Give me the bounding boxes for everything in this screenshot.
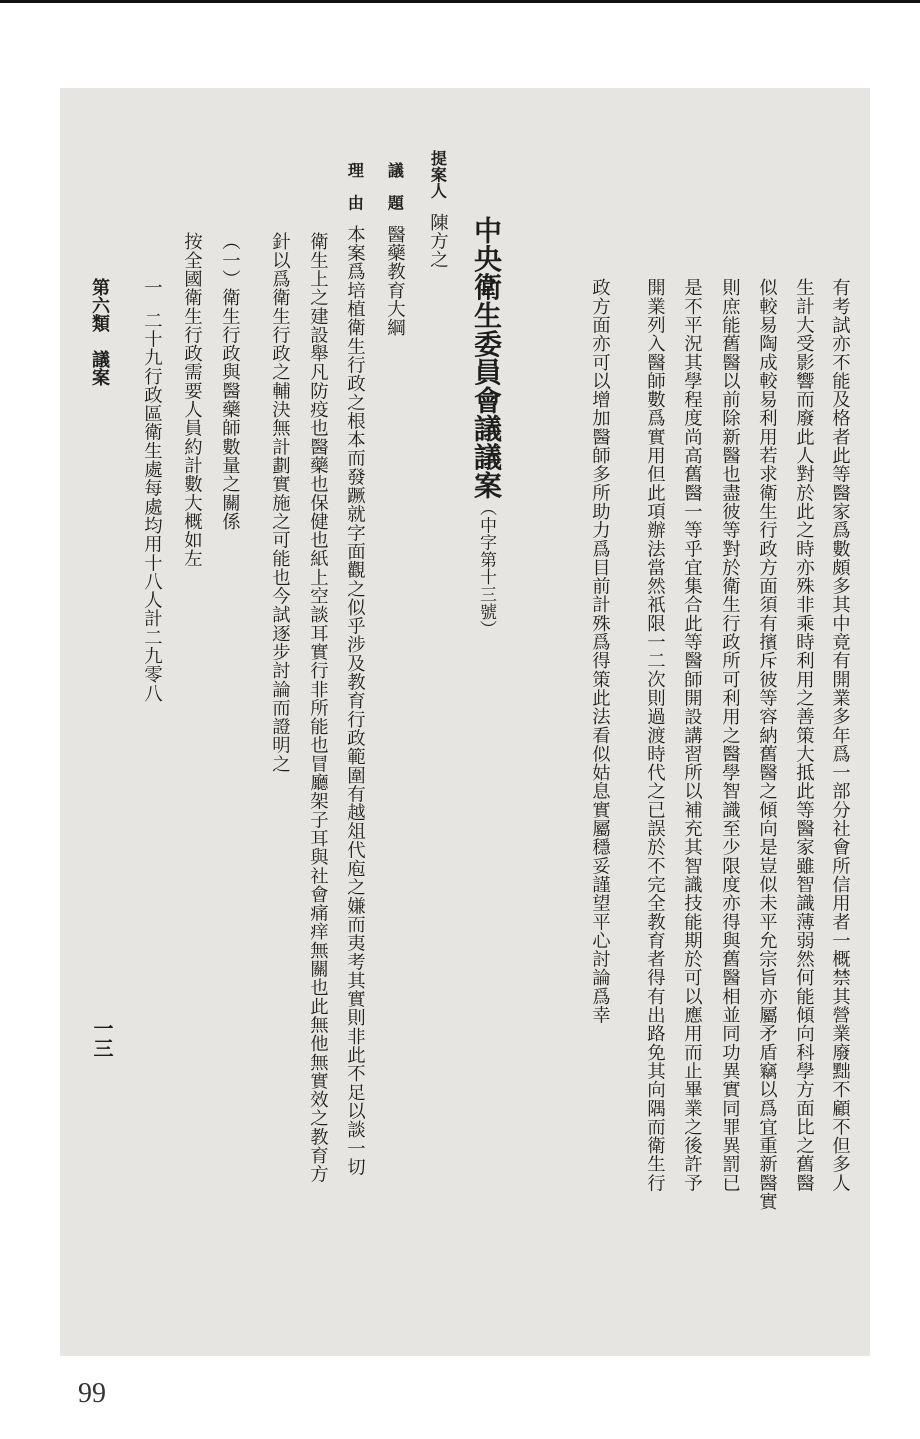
document-title <box>470 216 503 638</box>
continuation-line-3: 似較易陶成較易利用若求衛生行政方面須有擯斥彼等容納舊醫之傾向是豈似未平允宗旨亦屬矛盾竊以爲宜重新醫實 <box>756 278 778 1211</box>
reason-line-3: 針以爲衛生行政之輔決無計劃實施之可能也今試逐步討論而證明之 <box>269 232 291 773</box>
proposer-name: 陳方之 <box>427 212 449 269</box>
subject-label: 議 題 <box>385 162 405 211</box>
continuation-line-1: 有考試亦不能及格者此等醫家爲數頗多其中竟有開業多年爲一部分社會所信用者一概禁其營業廢黜不顧不但多人 <box>829 278 851 1192</box>
section-intro: 按全國衛生行政需要人員約計數大概如左 <box>181 232 203 568</box>
scanned-page <box>60 88 870 1356</box>
page-number: 99 <box>78 1378 106 1409</box>
proposer-label: 提案人 <box>428 150 448 199</box>
subject-text: 醫藥教育大綱 <box>384 224 406 337</box>
title-note: （中字第十三號） <box>476 499 496 638</box>
continuation-line-7: 政方面亦可以增加醫師多所助力爲目前計殊爲得策此法看似姑息實屬穩妥謹望平心討論爲幸 <box>589 278 611 1024</box>
reason-label: 理 由 <box>345 162 365 211</box>
reason-text-1: 本案爲培植衛生行政之根本而發蹶就字面觀之似乎涉及教育行政範圍有越俎代庖之嫌而夷考其實則非此不足以談一切 <box>344 224 366 1176</box>
reason-line-2: 衛生上之建設舉凡防疫也醫藥也保健也紙上空談耳實行非所能也冒廳架子耳與社會痛痒無關也此無他無實效之教育方 <box>307 232 329 1184</box>
inner-page-number: 一三 <box>90 1018 114 1058</box>
title-text: 中央衛生委員會議議案 <box>470 216 503 499</box>
list-item <box>141 278 163 703</box>
running-footer: 第六類 議案 <box>89 278 110 386</box>
section-heading: （一）衛生行政與醫藥師數量之關係 <box>219 232 241 531</box>
subject-line <box>384 162 406 337</box>
reason-line-1 <box>344 162 366 1176</box>
list-item-marker: 一 <box>141 278 163 297</box>
continuation-line-2: 生計大受影響而廢此人對於此之時亦殊非乘時利用之善策大抵此等醫家雖智識薄弱然何能傾向科學方面比之舊醫 <box>793 278 815 1192</box>
continuation-line-5: 是不平況其學程度尚高舊醫一等乎宜集合此等醫師開設講習所以補充其智識技能期於可以應用而止畢業之後許予 <box>681 278 703 1192</box>
continuation-line-4: 則庶能舊醫以前除新醫也盡彼等對於衛生行政所可利用之醫學智識至少限度亦得與舊醫相並同功異實同罪異罰已 <box>719 278 741 1192</box>
proposer-line <box>427 150 449 269</box>
continuation-line-6: 開業列入醫師數爲實用但此項辦法當然祇限一二次則過渡時代之已誤於不完全教育者得有出路免其向隅而衛生行 <box>644 278 666 1192</box>
top-border-line <box>0 0 920 3</box>
list-item-text: 二十九行政區衛生處每處均用十八人計二九零八 <box>141 310 163 703</box>
